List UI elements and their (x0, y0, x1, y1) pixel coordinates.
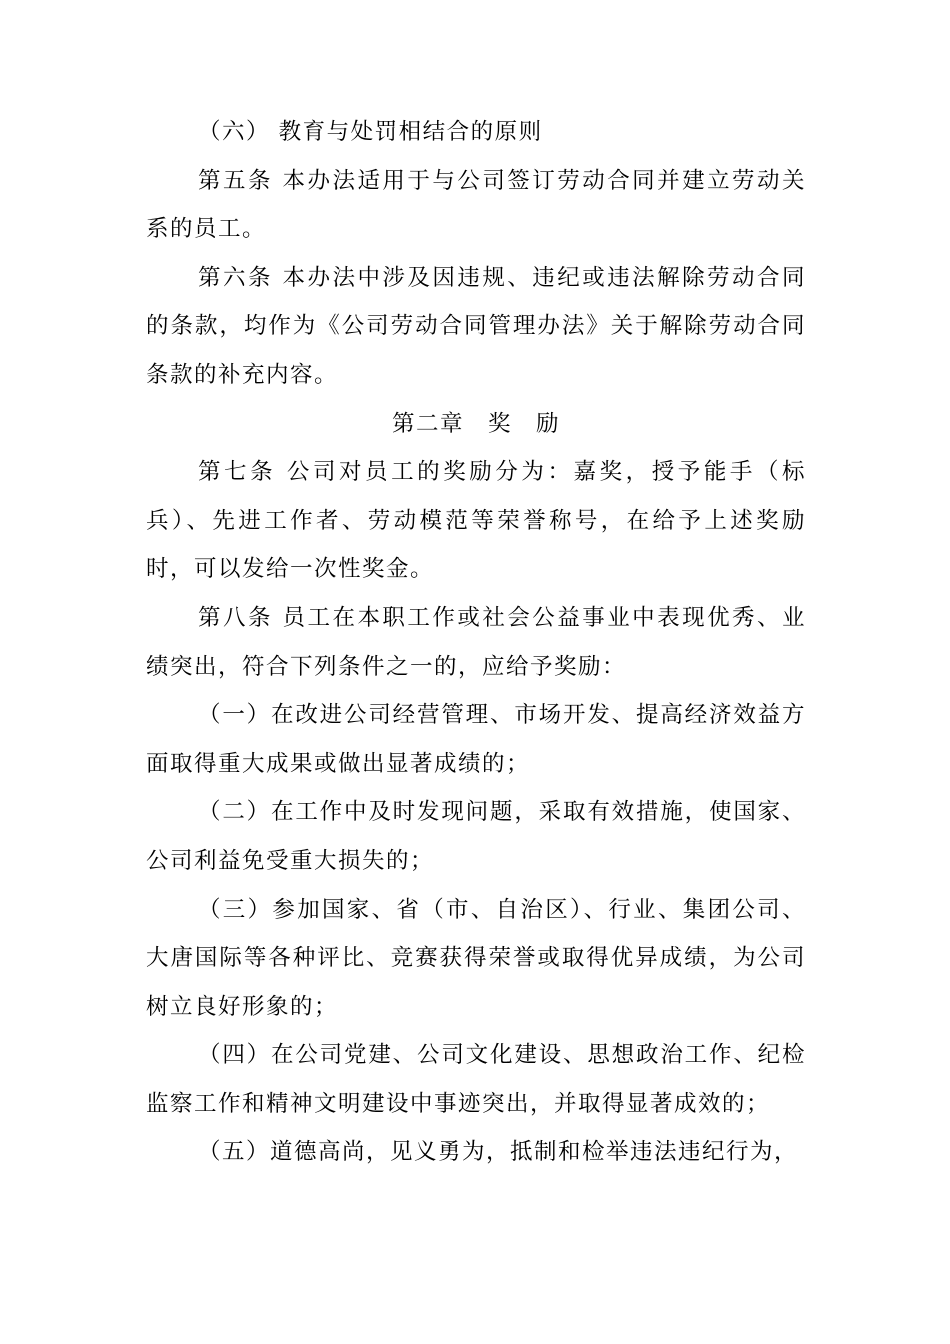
paragraph-article-7: 第七条 公司对员工的奖励分为：嘉奖，授予能手（标兵）、先进工作者、劳动模范等荣誉称号，在给予上述奖励时，可以发给一次性奖金。 (146, 459, 806, 583)
paragraph-item-5: （五）道德高尚，见义勇为，抵制和检举违法违纪行为， (198, 1139, 799, 1166)
paragraph-item-4: （四）在公司党建、公司文化建设、思想政治工作、纪检监察工作和精神文明建设中事迹突出，并取得显著成效的； (146, 1042, 806, 1117)
chapter-heading: 第二章 奖 励 (391, 410, 560, 437)
paragraph-item-2: （二）在工作中及时发现问题，采取有效措施，使国家、公司利益免受重大损失的； (146, 799, 806, 874)
paragraph-article-5: 第五条 本办法适用于与公司签订劳动合同并建立劳动关系的员工。 (146, 167, 806, 243)
paragraph-item-1: （一）在改进公司经营管理、市场开发、提高经济效益方面取得重大成果或做出显著成绩的； (146, 702, 806, 777)
document-body (146, 108, 806, 1177)
paragraph-article-6: 第六条 本办法中涉及因违规、违纪或违法解除劳动合同的条款，均作为《公司劳动合同管理办法》关于解除劳动合同条款的补充内容。 (146, 264, 806, 388)
paragraph-principle-6: （六） 教育与处罚相结合的原则 (198, 119, 543, 145)
paragraph-article-8: 第八条 员工在本职工作或社会公益事业中表现优秀、业绩突出，符合下列条件之一的，应给予奖励： (146, 604, 806, 680)
paragraph-item-3: （三）参加国家、省（市、自治区）、行业、集团公司、大唐国际等各种评比、竞赛获得荣誉或取得优异成绩，为公司树立良好形象的； (146, 896, 806, 1020)
